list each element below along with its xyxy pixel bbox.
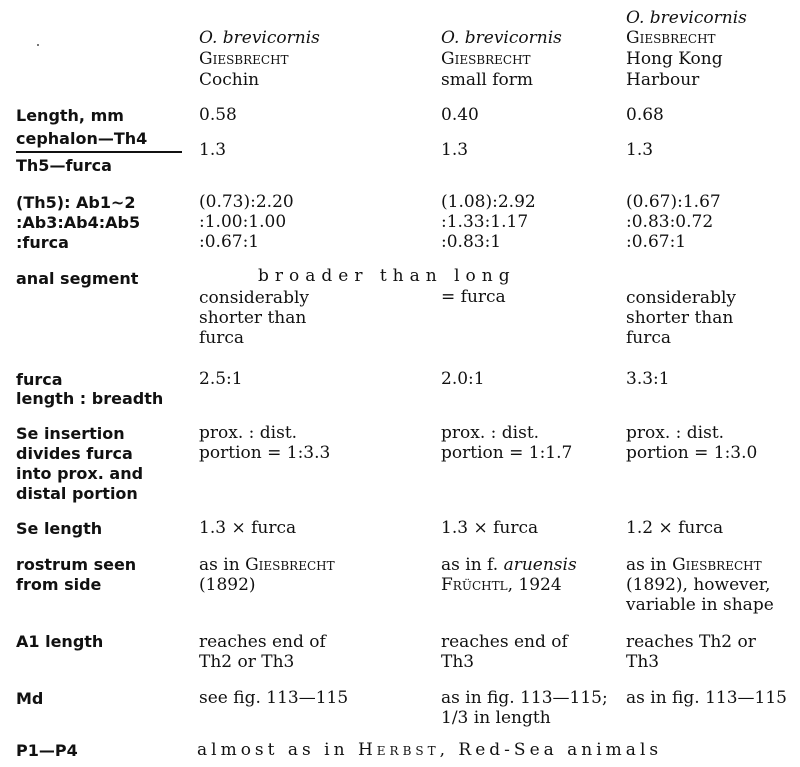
col3-location-line2: Harbour: [626, 70, 700, 90]
abd-col2-line3: :0.83:1: [441, 232, 502, 252]
se-insertion-col1-line1: prox. : dist.: [199, 423, 298, 443]
ratio-col2: 1.3: [441, 140, 469, 160]
rostrum-col3-line1: [626, 555, 762, 576]
col3-location-line1: Hong Kong: [626, 49, 723, 69]
rostrum-col3-author: Giesbrecht: [672, 555, 762, 575]
abd-col2-line2: :1.33:1.17: [441, 212, 529, 232]
rostrum-col2-year: , 1924: [507, 575, 562, 595]
length-col3: 0.68: [626, 105, 664, 125]
rostrum-col2-prefix: as in f.: [441, 555, 499, 575]
row-label-se-insertion-2: divides furca: [16, 444, 133, 463]
ratio-col3: 1.3: [626, 140, 654, 160]
a1-col3-line1: reaches Th2 or: [626, 632, 756, 652]
row-label-rostrum-1: rostrum seen: [16, 555, 137, 574]
furca-col3: 3.3:1: [626, 369, 670, 389]
row-label-se-insertion-3: into prox. and: [16, 464, 144, 483]
se-insertion-col3-line1: prox. : dist.: [626, 423, 725, 443]
abd-col2-line1: (1.08):2.92: [441, 192, 536, 212]
p1-p4-suffix: , Red-Sea animals: [439, 740, 663, 760]
a1-col2-line2: Th3: [441, 652, 475, 672]
row-label-furca-1: furca: [16, 370, 63, 389]
ratio-col1: 1.3: [199, 140, 227, 160]
row-label-anal-segment: anal segment: [16, 269, 139, 288]
anal-col3-line2: shorter than: [626, 308, 734, 328]
anal-col3-line3: furca: [626, 328, 672, 348]
se-length-col1: 1.3 × furca: [199, 518, 297, 538]
col2-author: Giesbrecht: [441, 49, 531, 69]
anal-col2: = furca: [441, 287, 506, 307]
rostrum-col1-line2: (1892): [199, 575, 256, 595]
p1-p4-prefix: almost as in: [197, 740, 349, 760]
md-col1: see fig. 113—115: [199, 688, 349, 708]
anal-col1-line1: considerably: [199, 288, 309, 308]
rostrum-col3-line3: variable in shape: [626, 595, 774, 615]
rostrum-col3-line2: (1892), however,: [626, 575, 771, 595]
se-length-col3: 1.2 × furca: [626, 518, 724, 538]
rostrum-col1-prefix: as in: [199, 555, 240, 575]
length-col1: 0.58: [199, 105, 237, 125]
row-label-abd-2: :Ab3:Ab4:Ab5: [16, 213, 141, 232]
rostrum-col2-line1: [441, 555, 577, 576]
row-label-ratio-numerator: cephalon—Th4: [16, 129, 148, 148]
col1-author: Giesbrecht: [199, 49, 289, 69]
row-label-abd-1: (Th5): Ab1∼2: [16, 193, 136, 212]
anal-col3-line1: considerably: [626, 288, 736, 308]
rostrum-col1-line1: [199, 555, 335, 576]
rostrum-col1-author: Giesbrecht: [245, 555, 335, 575]
furca-col2: 2.0:1: [441, 369, 485, 389]
abd-col1-line2: :1.00:1.00: [199, 212, 287, 232]
rostrum-col2-line2: [441, 575, 562, 596]
furca-col1: 2.5:1: [199, 369, 243, 389]
anal-span-text: broader than long: [258, 266, 516, 286]
se-insertion-col2-line1: prox. : dist.: [441, 423, 540, 443]
abd-col3-line1: (0.67):1.67: [626, 192, 721, 212]
a1-col1-line1: reaches end of: [199, 632, 326, 652]
se-length-col2: 1.3 × furca: [441, 518, 539, 538]
row-label-length: Length, mm: [16, 106, 124, 125]
md-col3: as in fig. 113—115: [626, 688, 787, 708]
row-label-furca-2: length : breadth: [16, 389, 164, 408]
abd-col3-line2: :0.83:0.72: [626, 212, 714, 232]
se-insertion-col1-line2: portion = 1:3.3: [199, 443, 331, 463]
md-col2-line2: 1/3 in length: [441, 708, 551, 728]
a1-col2-line1: reaches end of: [441, 632, 568, 652]
col3-species: O. brevicornis: [626, 8, 747, 28]
rostrum-col2-author: Früchtl: [441, 575, 508, 595]
p1-p4-author: Herbst: [357, 740, 440, 760]
row-label-p1-p4: P1—P4: [16, 741, 78, 760]
row-label-se-length: Se length: [16, 519, 103, 538]
a1-col1-line2: Th2 or Th3: [199, 652, 295, 672]
abd-col3-line3: :0.67:1: [626, 232, 687, 252]
row-label-rostrum-2: from side: [16, 575, 102, 594]
p1-p4-span: [197, 740, 662, 761]
row-label-ratio-denominator: Th5—furca: [16, 156, 112, 175]
abd-col1-line3: :0.67:1: [199, 232, 260, 252]
col2-species: O. brevicornis: [441, 28, 562, 48]
row-label-a1-length: A1 length: [16, 632, 104, 651]
se-insertion-col3-line2: portion = 1:3.0: [626, 443, 758, 463]
rostrum-col2-taxon: aruensis: [503, 555, 577, 575]
row-label-md: Md: [16, 689, 44, 708]
anal-col1-line2: shorter than: [199, 308, 307, 328]
abd-col1-line1: (0.73):2.20: [199, 192, 294, 212]
col1-location: Cochin: [199, 70, 260, 90]
row-label-se-insertion-1: Se insertion: [16, 424, 125, 443]
col3-author: Giesbrecht: [626, 28, 716, 48]
anal-col1-line3: furca: [199, 328, 245, 348]
rostrum-col3-prefix: as in: [626, 555, 667, 575]
col2-location: small form: [441, 70, 534, 90]
fraction-line: [16, 151, 182, 153]
col1-species: O. brevicornis: [199, 28, 320, 48]
length-col2: 0.40: [441, 105, 479, 125]
row-label-abd-3: :furca: [16, 233, 69, 252]
se-insertion-col2-line2: portion = 1:1.7: [441, 443, 573, 463]
a1-col3-line2: Th3: [626, 652, 660, 672]
row-label-se-insertion-4: distal portion: [16, 484, 138, 503]
md-col2-line1: as in fig. 113—115;: [441, 688, 608, 708]
margin-dot: [37, 44, 39, 46]
